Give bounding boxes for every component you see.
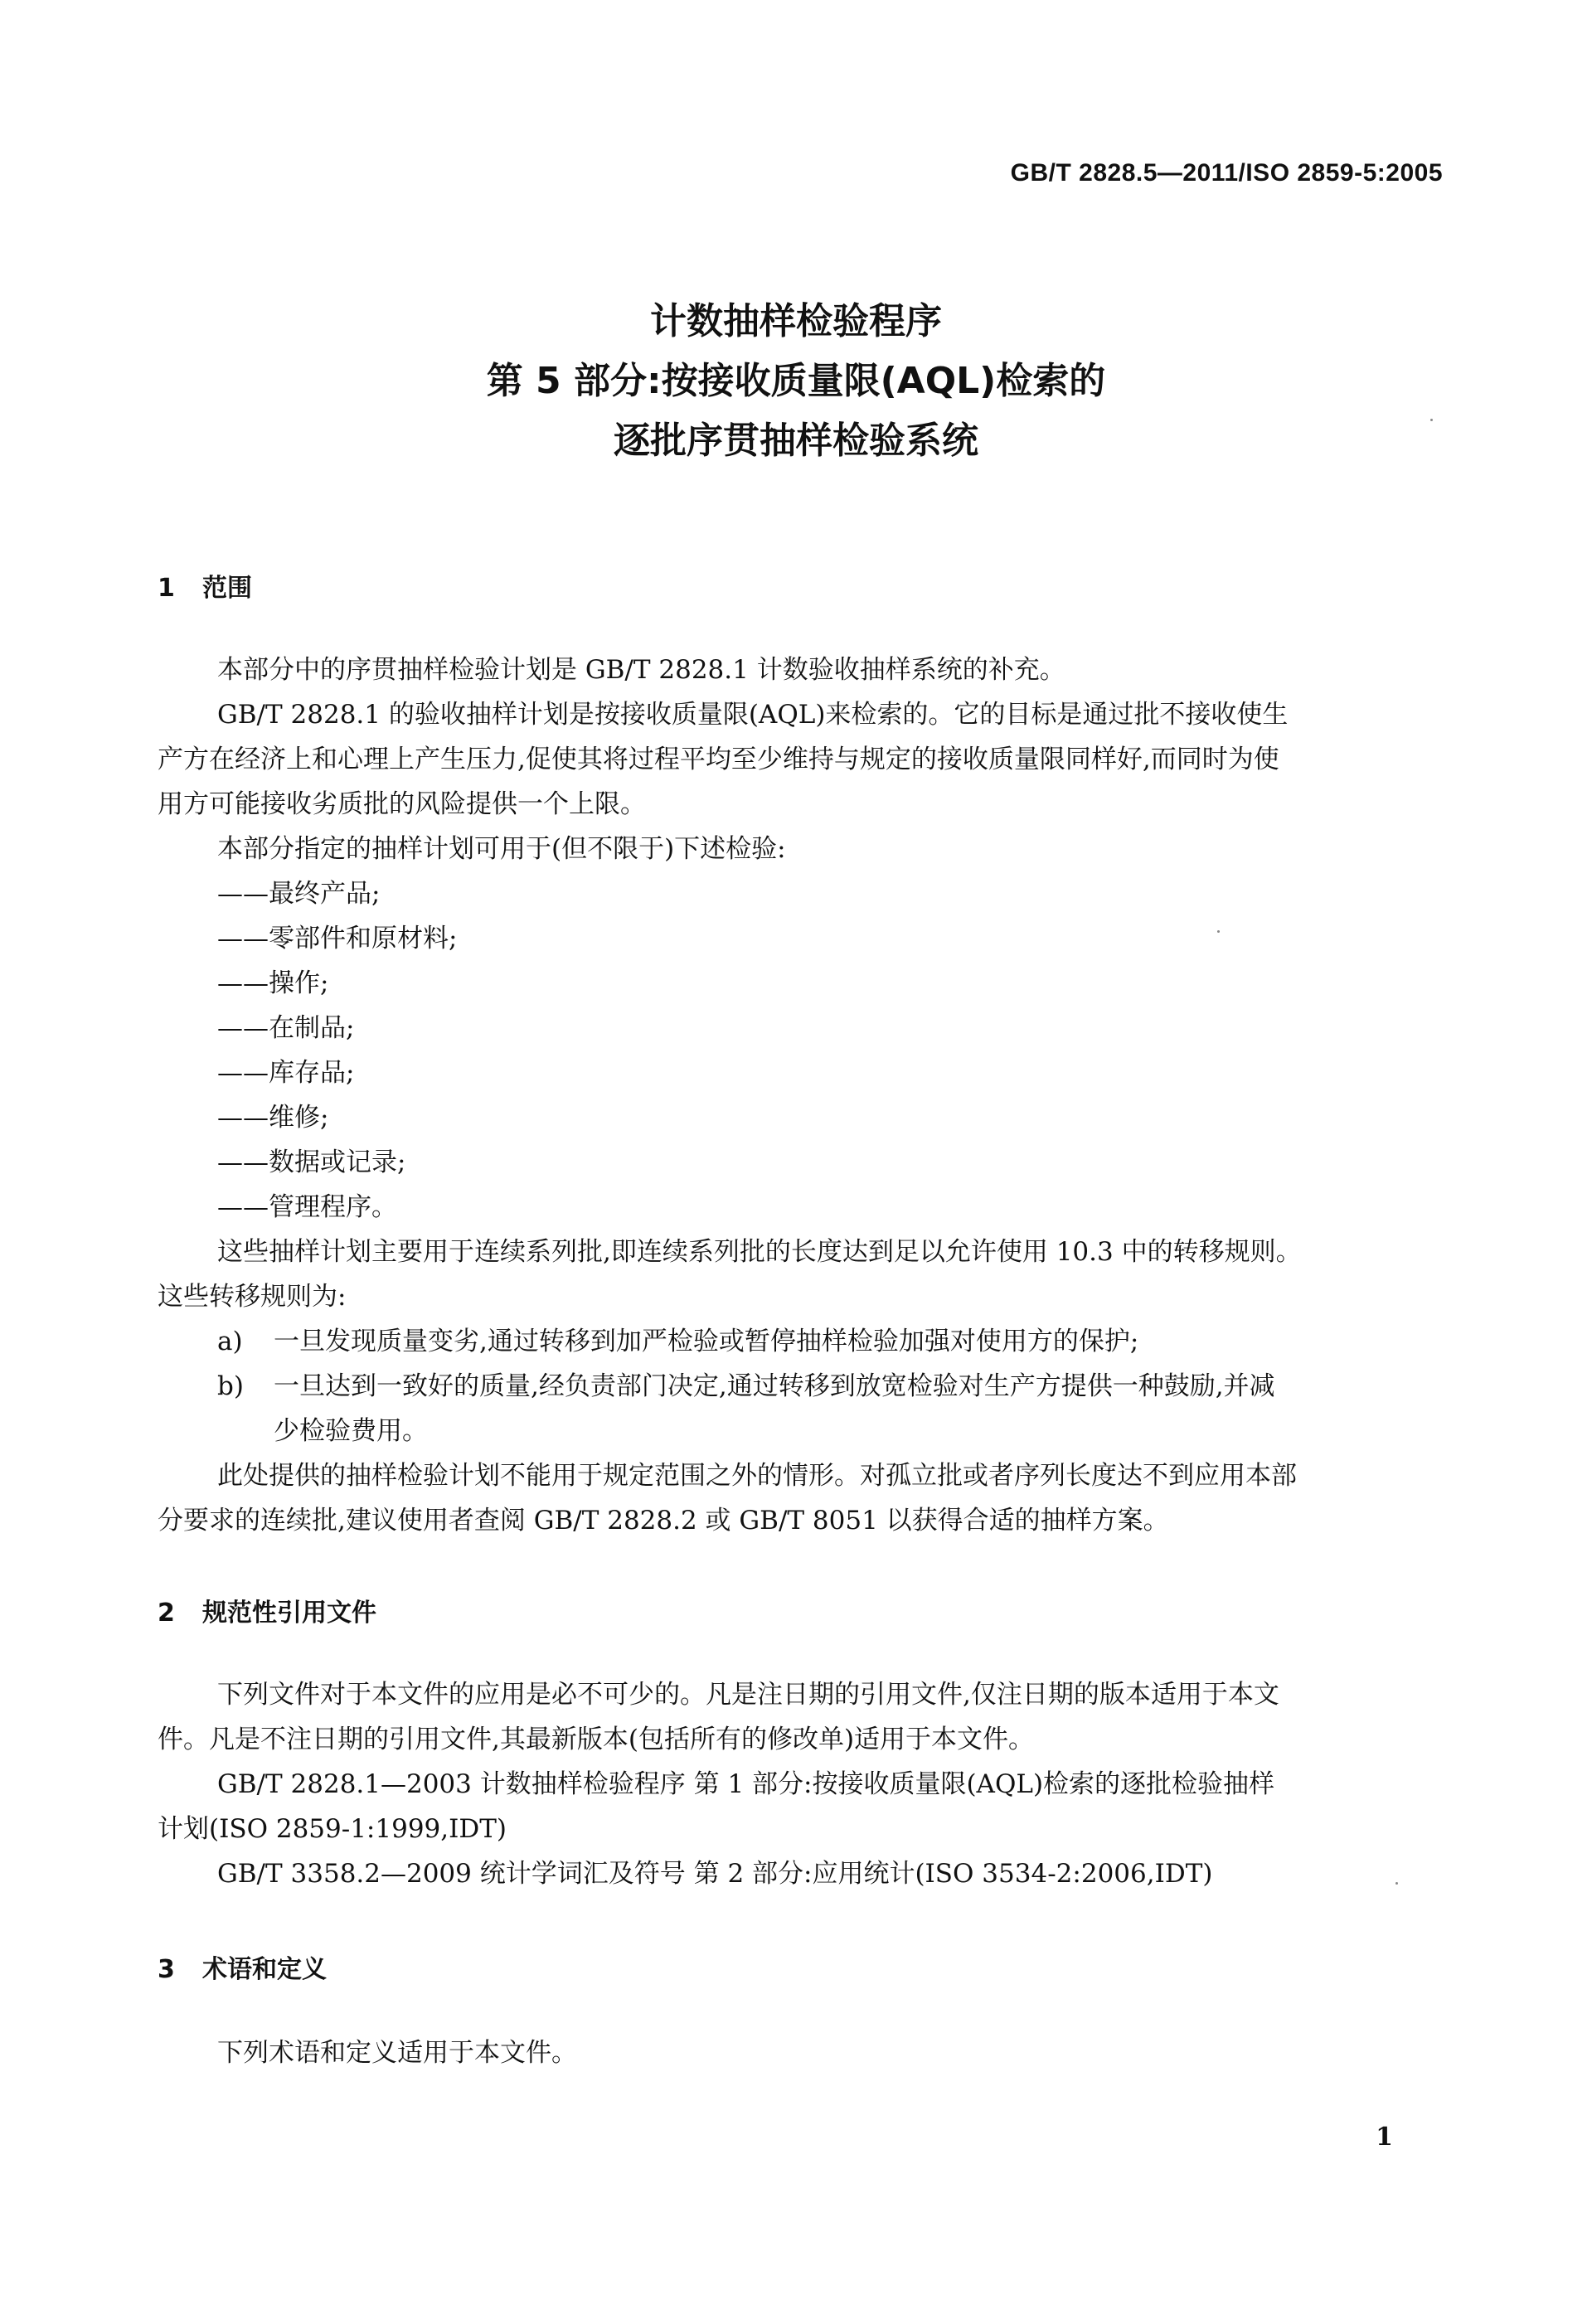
- paragraph: 用方可能接收劣质批的风险提供一个上限。: [158, 789, 646, 819]
- item-b-text: 少检验费用。: [274, 1416, 428, 1446]
- paragraph: 产方在经济上和心理上产生压力,促使其将过程平均至少维持与规定的接收质量限同样好,而同时为使: [158, 745, 1279, 774]
- list-item: ——数据或记录;: [217, 1147, 406, 1177]
- list-item: ——管理程序。: [217, 1192, 397, 1222]
- section-2-number: 2: [158, 1599, 175, 1628]
- paragraph: 分要求的连续批,建议使用者查阅 GB/T 2828.2 或 GB/T 8051 以获得合适的抽样方案。: [158, 1506, 1169, 1536]
- paragraph: 本部分指定的抽样计划可用于(但不限于)下述检验:: [217, 834, 786, 864]
- scan-speck: [1430, 419, 1433, 421]
- section-3-heading: [158, 1948, 327, 1985]
- paragraph: GB/T 2828.1 的验收抽样计划是按接收质量限(AQL)来检索的。它的目标是通过批不接收使生: [217, 700, 1289, 730]
- list-item: ——在制品;: [217, 1013, 355, 1043]
- item-a-label: a): [217, 1327, 243, 1356]
- item-b-text: 一旦达到一致好的质量,经负责部门决定,通过转移到放宽检验对生产方提供一种鼓励,并减: [274, 1371, 1275, 1401]
- list-item: ——操作;: [217, 968, 329, 998]
- reference-entry: 计划(ISO 2859-1:1999,IDT): [158, 1814, 507, 1844]
- section-3-title: 术语和定义: [202, 1955, 327, 1984]
- item-a-text: 一旦发现质量变劣,通过转移到加严检验或暂停抽样检验加强对使用方的保护;: [274, 1327, 1139, 1356]
- reference-entry: GB/T 2828.1—2003 计数抽样检验程序 第 1 部分:按接收质量限(AQL)检索的逐批检验抽样: [217, 1769, 1275, 1799]
- list-item: ——零部件和原材料;: [217, 924, 458, 953]
- list-item: ——维修;: [217, 1103, 329, 1133]
- paragraph: 此处提供的抽样检验计划不能用于规定范围之外的情形。对孤立批或者序列长度达不到应用本部: [217, 1461, 1297, 1491]
- title-line-2: 第 5 部分:按接收质量限(AQL)检索的: [486, 360, 1106, 402]
- paragraph: 下列术语和定义适用于本文件。: [217, 2038, 577, 2068]
- section-3-number: 3: [158, 1955, 175, 1984]
- standard-code: GB/T 2828.5—2011/ISO 2859-5:2005: [1010, 159, 1443, 187]
- section-2-heading: [158, 1592, 376, 1628]
- section-1-title: 范围: [202, 574, 252, 603]
- scan-speck: [1395, 1882, 1398, 1885]
- scan-speck: [1217, 930, 1220, 933]
- title-line-1: 计数抽样检验程序: [650, 300, 942, 342]
- paragraph: 这些抽样计划主要用于连续系列批,即连续系列批的长度达到足以允许使用 10.3 中的转移规则。: [217, 1237, 1302, 1267]
- title-line-3: 逐批序贯抽样检验系统: [614, 420, 978, 462]
- page-number: 1: [1376, 2123, 1393, 2152]
- reference-entry: GB/T 3358.2—2009 统计学词汇及符号 第 2 部分:应用统计(ISO 3534-2:2006,IDT): [217, 1859, 1213, 1889]
- paragraph: 本部分中的序贯抽样检验计划是 GB/T 2828.1 计数验收抽样系统的补充。: [217, 655, 1065, 685]
- paragraph: 件。凡是不注日期的引用文件,其最新版本(包括所有的修改单)适用于本文件。: [158, 1725, 1035, 1754]
- list-item: ——库存品;: [217, 1058, 355, 1088]
- section-2-title: 规范性引用文件: [202, 1599, 376, 1628]
- paragraph: 这些转移规则为:: [158, 1282, 347, 1312]
- document-title: [0, 292, 1592, 471]
- item-b-label: b): [217, 1371, 244, 1401]
- paragraph: 下列文件对于本文件的应用是必不可少的。凡是注日期的引用文件,仅注日期的版本适用于本文: [217, 1680, 1279, 1710]
- section-1-heading: [158, 567, 252, 604]
- section-1-number: 1: [158, 574, 175, 603]
- list-item: ——最终产品;: [217, 879, 381, 909]
